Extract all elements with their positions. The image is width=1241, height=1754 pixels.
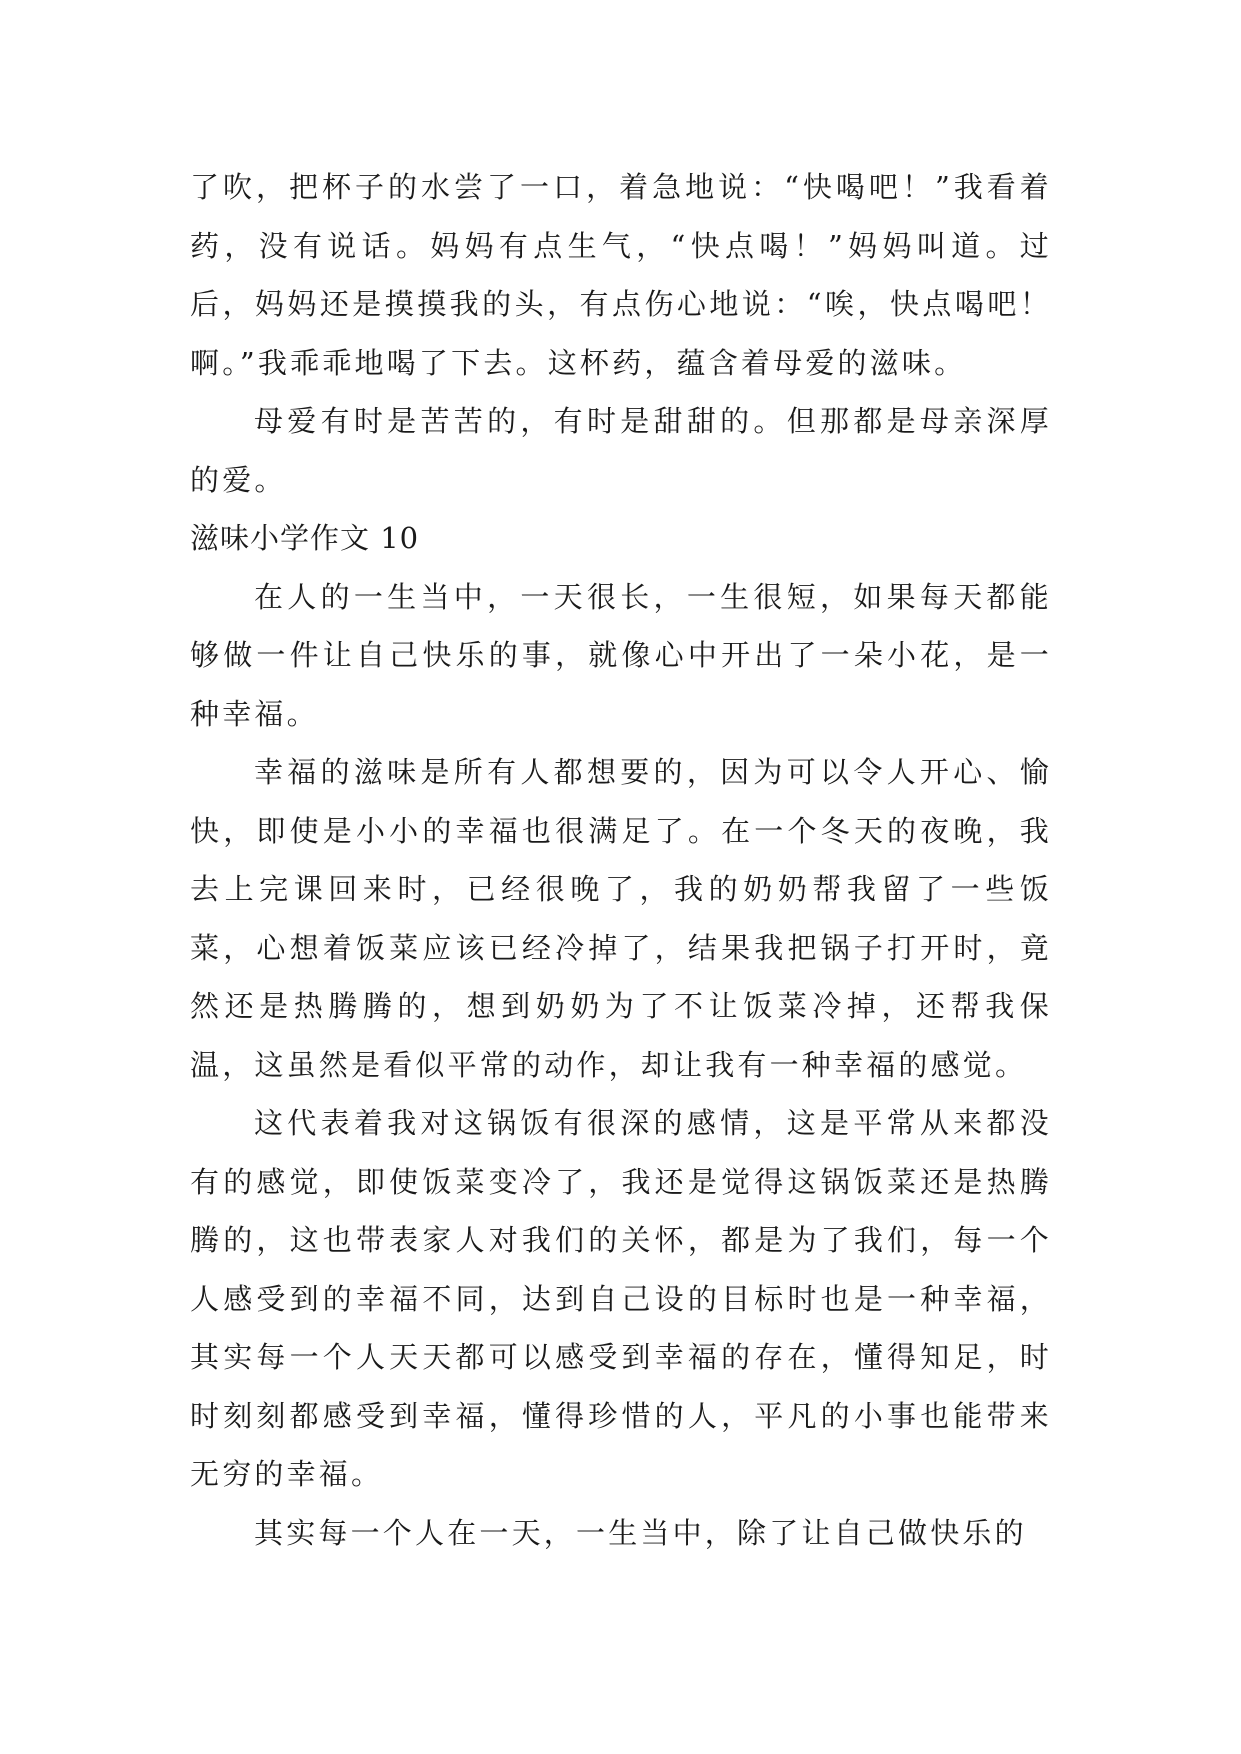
paragraph-closing: 其实每一个人在一天，一生当中，除了让自己做快乐的 [254, 1515, 1027, 1550]
section-title: 滋味小学作文 10 [190, 521, 420, 555]
paragraph-continued: 了吹，把杯子的水尝了一口，着急地说：“快喝吧！”我看着药，没有说话。妈妈有点生气，“快点喝！”妈妈叫道。过后，妈妈还是摸摸我的头，有点伤心地说：“唉，快点喝吧！啊。”我乖乖地喝了下去。这杯药，蕴含着母爱的滋味。 [190, 170, 1052, 380]
paragraph-happiness: 幸福的滋味是所有人都想要的，因为可以令人开心、愉快，即使是小小的幸福也很满足了。在一个冬天的夜晚，我去上完课回来时，已经很晚了，我的奶奶帮我留了一些饭菜，心想着饭菜应该已经冷掉了，结果我把锅子打开时，竟然还是热腾腾的，想到奶奶为了不让饭菜冷掉，还帮我保温，这虽然是看似平常的动作，却让我有一种幸福的感觉。 [190, 755, 1052, 1082]
paragraph-intro: 在人的一生当中，一天很长，一生很短，如果每天都能够做一件让自己快乐的事，就像心中开出了一朵小花，是一种幸福。 [190, 579, 1052, 731]
paragraph-feeling: 这代表着我对这锅饭有很深的感情，这是平常从来都没有的感觉，即使饭菜变冷了，我还是觉得这锅饭菜还是热腾腾的，这也带表家人对我们的关怀，都是为了我们，每一个人感受到的幸福不同，达到自己设的目标时也是一种幸福，其实每一个人天天都可以感受到幸福的存在，懂得知足，时时刻刻都感受到幸福，懂得珍惜的人，平凡的小事也能带来无穷的幸福。 [190, 1106, 1052, 1491]
paragraph-mother-love: 母爱有时是苦苦的，有时是甜甜的。但那都是母亲深厚的爱。 [190, 404, 1052, 497]
document-body [190, 158, 1052, 1562]
